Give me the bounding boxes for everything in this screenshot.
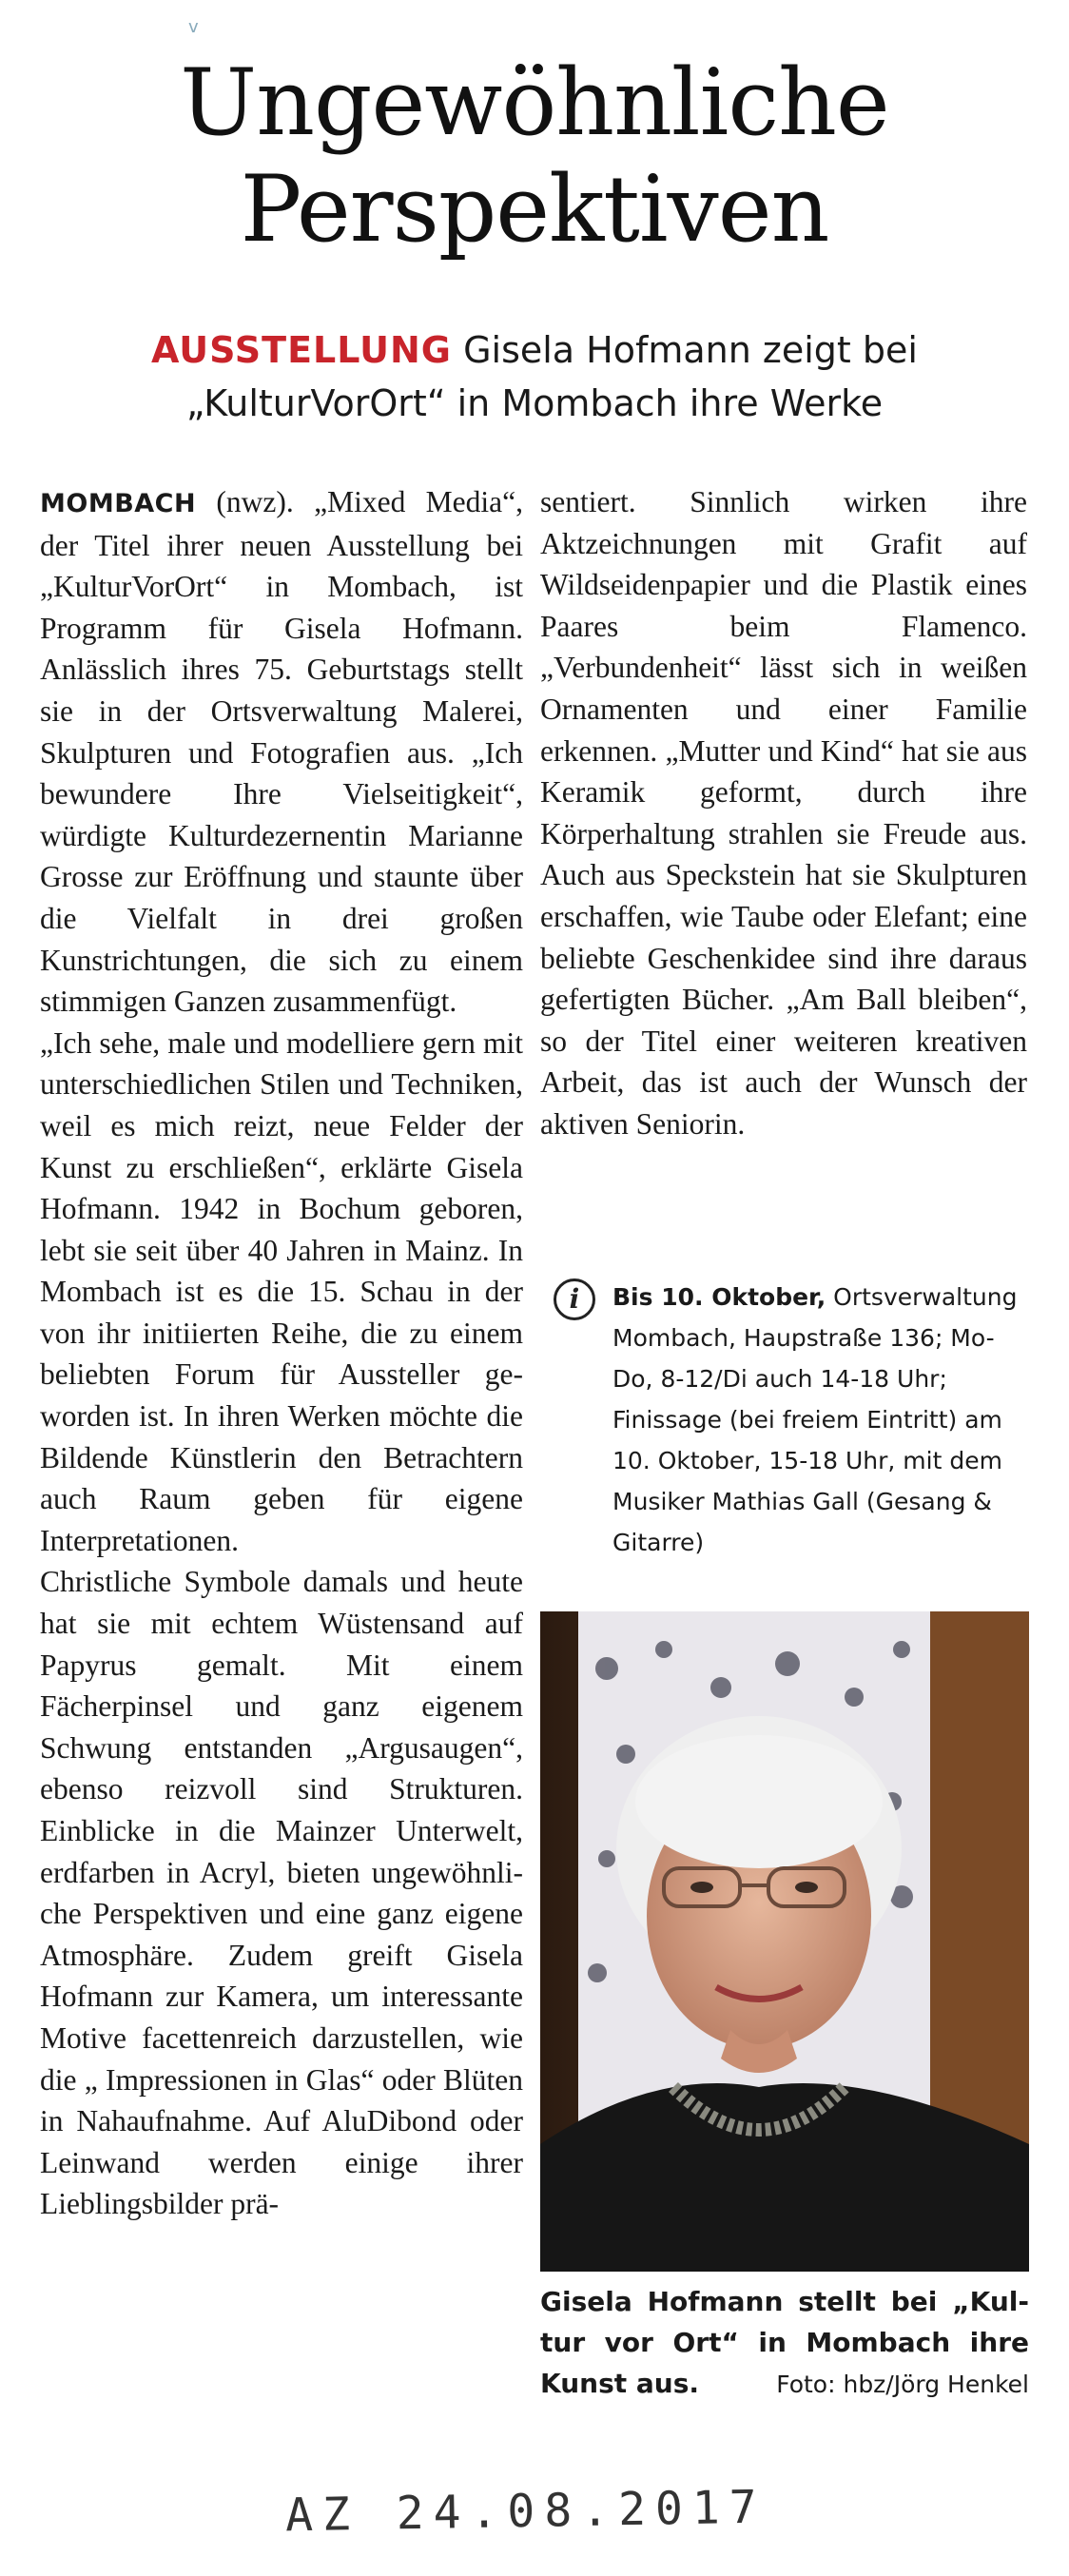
info-details: Ortsverwaltung Mombach, Haupstraße 136; Mo-Do, 8-12/Di auch 14-18 Uhr; Finissage (bei freiem Eintritt) am 10. Oktober, 15-18 Uhr, mit dem Musiker Mathias Gall (Gesang & Gitarre) (612, 1283, 1018, 1556)
portrait-photo (540, 1611, 1029, 2272)
info-text (612, 1277, 1029, 1563)
caption-text: Gisela Hofmann stellt bei „Kultur vor Ort“ in Mombach ihre Kunst aus. (540, 2286, 1029, 2399)
paragraph-3-text-continued: sentiert. Sinnlich wirken ihre Aktzeichnungen mit Grafit auf Wildseidenpapier und die Plastik eines Paares beim Flamenco. „Verbundenheit“ lässt sich in weißen Ornamenten und einer Familie erkennen. „Mutter und Kind“ hat sie aus Keramik geformt, durch ihre Körperhaltung strahlen sie Freude aus. Auch aus Speckstein hat sie Skulpturen erschaffen, wie Taube oder Elefant; eine beliebte Geschenkidee sind ihre daraus gefertigten Bücher. „Am Ball bleiben“, so der Titel einer weiteren kreativen Arbeit, das ist auch der Wunsch der aktiven Seniorin. (540, 485, 1027, 1141)
paragraph-1-text: (nwz). „Mixed Media“, der Titel ihrer neuen Ausstellung bei „KulturVorOrt“ in Mombach, ist Programm für Gisela Hofmann. Anlässlich ihres 75. Geburtstags stellt sie in der Ortsverwaltung Malerei, Skulpturen und Fotografien aus. „Ich bewundere Ihre Vielseitigkeit“, würdigte Kulturdezernentin Marianne Grosse zur Eröffnung und staunte über die Vielfalt in drei großen Kunstrichtungen, die sich zu einem stimmigen Ganzen zusammenfügt. (40, 485, 523, 1019)
info-icon: i (554, 1278, 595, 1320)
subheadline-text-1: Gisela Hofmann zeigt bei (463, 329, 918, 371)
info-date: Bis 10. Oktober, (612, 1283, 826, 1311)
article-paragraph-3-continued (540, 481, 1027, 1145)
subheadline-line-1 (0, 323, 1069, 377)
photo-caption (540, 2281, 1029, 2405)
article-paragraph-3-start (40, 1561, 523, 2225)
portrait-illustration (540, 1611, 1029, 2272)
paragraph-3-text-start: Christliche Symbole damals und heute hat sie mit echtem Wüstensand auf Papyrus gemalt. Mit einem Fächerpinsel und ganz eigenem Schwung entstanden „Argusaugen“, ebenso reizvoll sind Strukturen. Einblicke in die Mainzer Unterwelt, erdfarben in Acryl, bieten ungewöhnliche Perspektiven und eine ganz eigene Atmosphäre. Zudem greift Gisela Hofmann zur Kamera, um interessante Motive facettenreich darzustellen, wie die „ Impressionen in Glas“ oder Blüten in Nahaufnahme. Auf AluDibond oder Leinwand werden einige ihrer Lieblingsbilder prä- (40, 1565, 523, 2221)
headline (0, 49, 1069, 263)
headline-line-1: Ungewöhnliche (180, 49, 889, 156)
margin-mark: v (188, 17, 199, 37)
handwritten-date-note: AZ 24.08.2017 (284, 2480, 768, 2543)
article-paragraph-2: „Ich sehe, male und modelliere gern mit unterschiedlichen Stilen und Techniken, weil es mich reizt, neue Felder der Kunst zu erschließen“, erklärte Gisela Hofmann. 1942 in Bochum geboren, lebt sie seit über 40 Jahren in Mainz. In Mombach ist es die 15. Schau in der von ihr initiierten Reihe, die zu einem beliebten Forum für Aussteller geworden ist. In ihren Werken möchte die Bildende Künstlerin den Betrachtern auch Raum geben für eigene Interpretationen. (40, 1025, 523, 1557)
article-column-right (540, 481, 1027, 1145)
subheadline (0, 323, 1069, 430)
article-column-left (40, 481, 523, 2225)
headline-line-2: Perspektiven (240, 156, 829, 263)
subheadline-line-2: „KulturVorOrt“ in Mombach ihre Werke (185, 382, 884, 424)
article-paragraph-1 (40, 481, 523, 1023)
dateline: MOMBACH (40, 489, 197, 518)
info-box (554, 1277, 1029, 1563)
photo-credit: Foto: hbz/Jörg Henkel (776, 2371, 1029, 2398)
section-kicker: AUSSTELLUNG (151, 329, 452, 371)
